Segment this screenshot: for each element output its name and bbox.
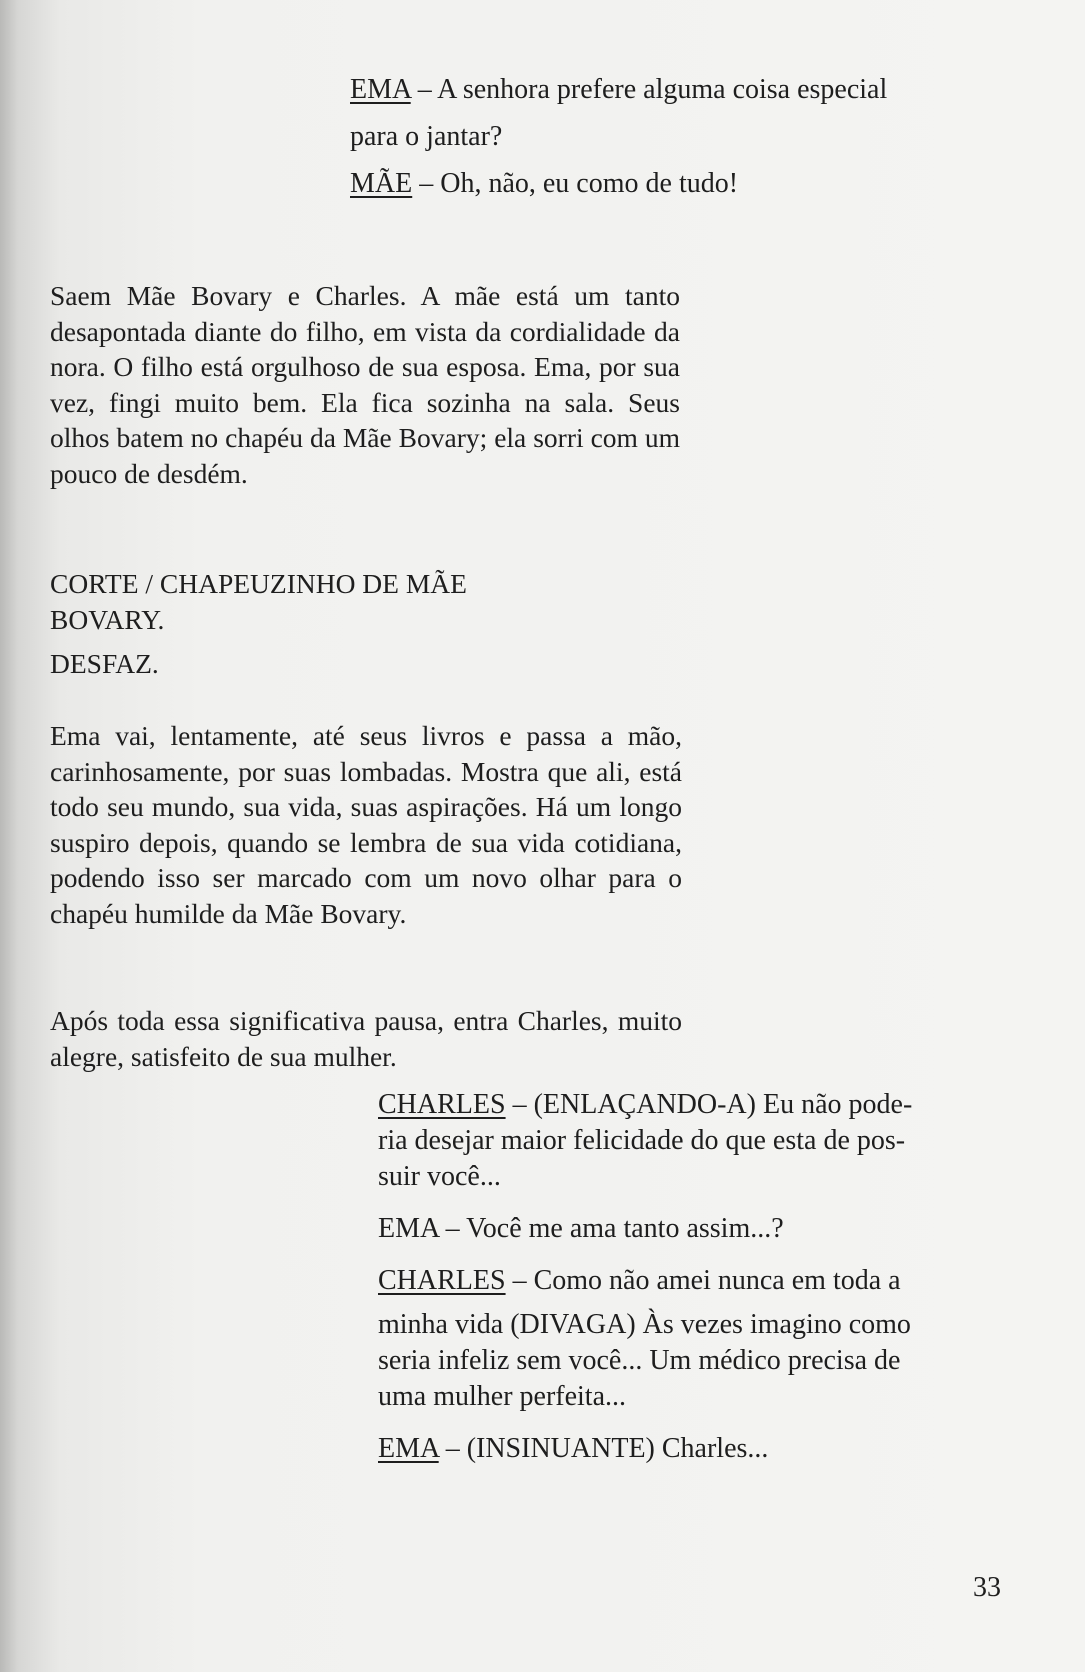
dialogue-line: ria desejar maior felicidade do que esta de pos-	[378, 1125, 906, 1156]
stage-direction-paragraph: Após toda essa significativa pausa, entra Charles, muito alegre, satisfeito de sua mulher.	[50, 1005, 682, 1072]
speaker-name: EMA	[378, 1433, 439, 1464]
dialogue-block-bottom	[378, 1087, 1006, 1467]
dialogue-text: – Como não amei nunca em toda a	[505, 1265, 901, 1296]
transition-line: BOVARY.	[50, 604, 165, 635]
dialogue-text: – (INSINUANTE) Charles...	[438, 1433, 769, 1464]
speaker-name: EMA	[350, 74, 411, 105]
speaker-name: CHARLES	[378, 1089, 506, 1120]
scene-transition	[50, 566, 610, 682]
dialogue-line	[350, 70, 970, 109]
dialogue-line: suir você...	[378, 1161, 501, 1192]
dialogue-text: – Oh, não, eu como de tudo!	[412, 168, 739, 199]
dialogue-line	[350, 164, 970, 203]
speaker-name: MÃE	[350, 168, 413, 199]
speaker-name: CHARLES	[378, 1265, 506, 1296]
stage-direction-paragraph: Saem Mãe Bovary e Charles. A mãe está um tanto desapontada diante do filho, em vista da cordialidade da nora. O filho está orgulhoso de sua esposa. Ema, por sua vez, fingi muito bem. Ela fica sozinha na sala. Seus olhos batem no chapéu da Mãe Bovary; ela sorri com um pouco de desdém.	[50, 280, 680, 489]
dialogue-text: – (ENLAÇANDO-A) Eu não pode-	[505, 1089, 913, 1120]
page-number: 33	[973, 1572, 1001, 1603]
dialogue-line: minha vida (DIVAGA) Às vezes imagino como	[378, 1309, 911, 1340]
dialogue-line	[378, 1263, 1006, 1299]
dialogue-line: seria infeliz sem você... Um médico precisa de	[378, 1345, 901, 1376]
transition-line: CORTE / CHAPEUZINHO DE MÃE	[50, 568, 467, 599]
dialogue-line: EMA – Você me ama tanto assim...?	[378, 1213, 784, 1244]
dialogue-text: para o jantar?	[350, 121, 503, 152]
dialogue-text: – A senhora prefere alguma coisa especial	[410, 74, 888, 105]
dialogue-line	[378, 1087, 1006, 1123]
transition-line: DESFAZ.	[50, 648, 159, 679]
stage-direction-paragraph: Ema vai, lentamente, até seus livros e passa a mão, carinhosamente, por suas lombadas. Mostra que ali, está todo seu mundo, sua vida, suas aspirações. Há um longo suspiro depois, quando se lembra de sua vida cotidiana, podendo isso ser marcado com um novo olhar para o chapéu humilde da Mãe Bovary.	[50, 720, 682, 929]
dialogue-line	[378, 1431, 1006, 1467]
dialogue-line: uma mulher perfeita...	[378, 1381, 627, 1412]
dialogue-line	[350, 117, 970, 156]
dialogue-block-top	[350, 70, 970, 203]
